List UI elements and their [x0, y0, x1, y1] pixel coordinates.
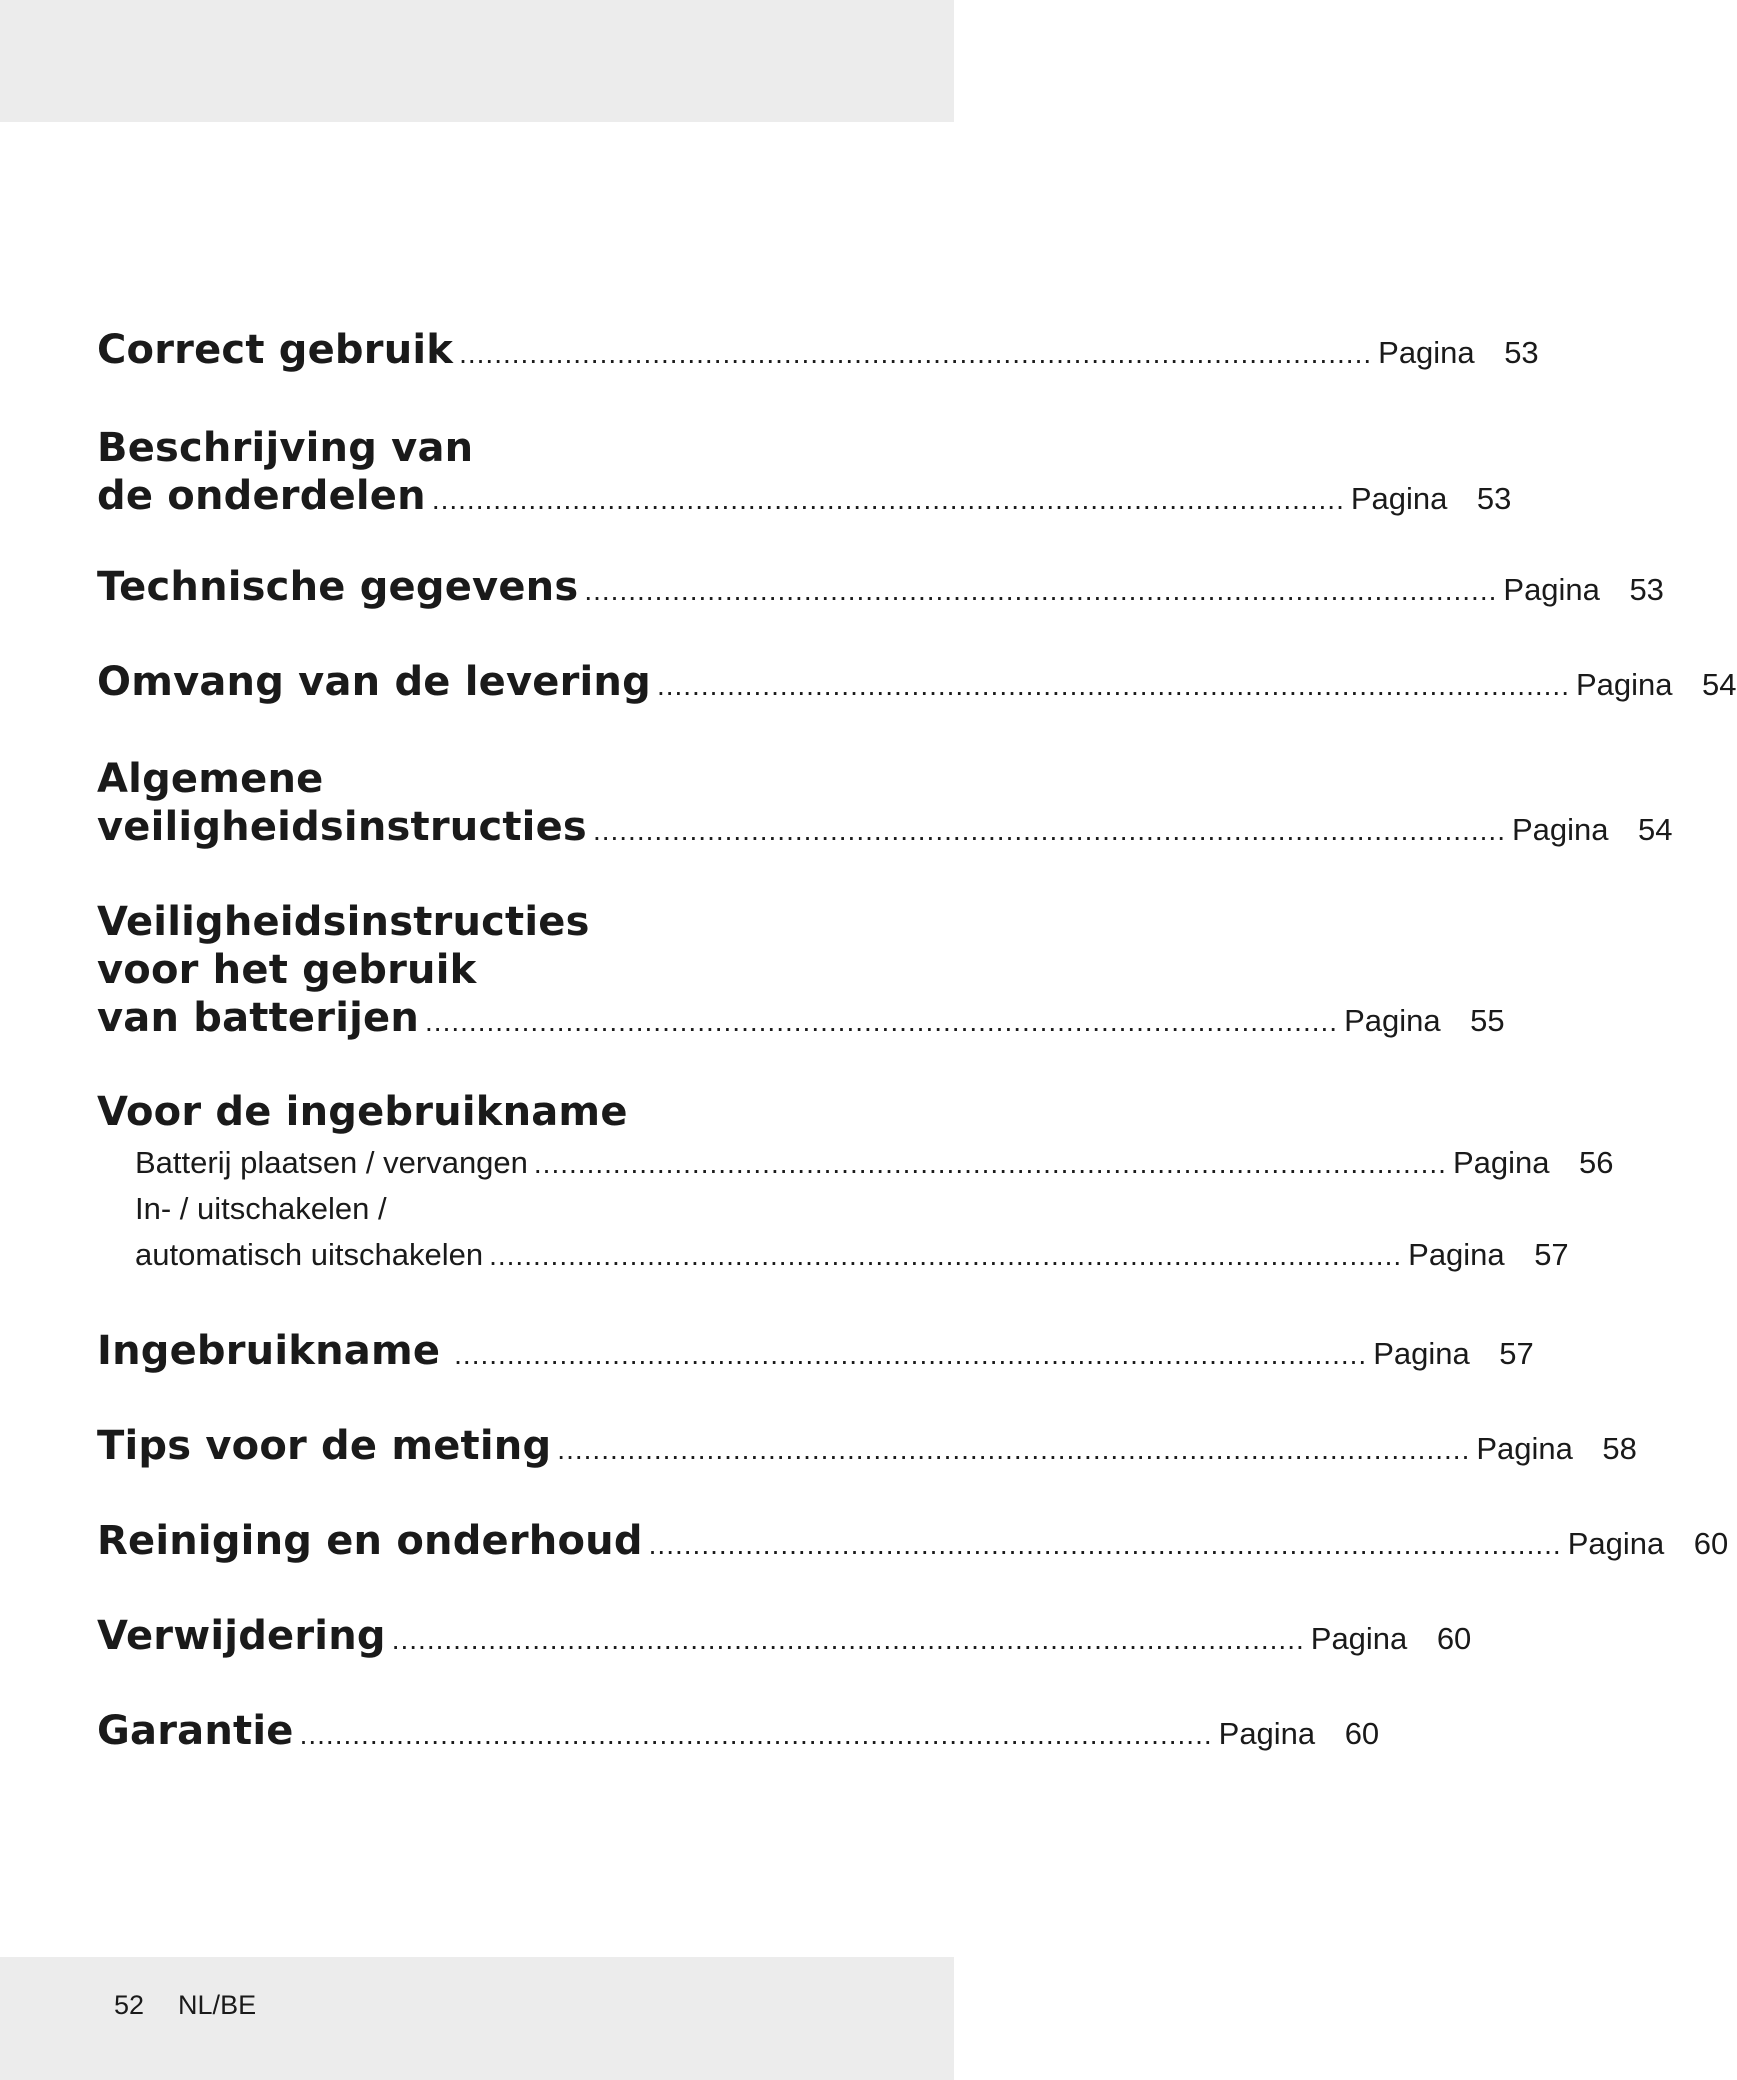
- toc-entry-technische-gegevens[interactable]: [97, 563, 1664, 611]
- toc-entry-title: Tips voor de meting: [97, 1423, 552, 1469]
- page-number: 56: [1579, 1145, 1614, 1180]
- toc-entry-beschrijving[interactable]: [97, 424, 1512, 520]
- page-number: 55: [1470, 1003, 1505, 1038]
- toc-entry-reiniging[interactable]: [97, 1517, 1729, 1565]
- toc-subentry-title-line: In- / uitschakelen /: [135, 1191, 387, 1226]
- footer-language: NL/BE: [178, 1990, 257, 2020]
- toc-entry-title: Correct gebruik: [97, 327, 454, 373]
- toc-entry-title: Garantie: [97, 1708, 294, 1754]
- toc-entry-batterijen[interactable]: [97, 898, 1505, 1042]
- toc-entry-title-line: van batterijen: [97, 995, 420, 1041]
- toc-entry-ingebruikname[interactable]: [97, 1327, 1534, 1375]
- page-number: 58: [1602, 1431, 1637, 1466]
- page-footer: [114, 1990, 256, 2021]
- page-word: Pagina: [1511, 812, 1609, 847]
- toc-entry-voor-ingebruikname: [97, 1088, 1614, 1278]
- toc-subentry-title: Batterij plaatsen / vervangen: [135, 1145, 528, 1180]
- toc-entry-title-line: voor het gebruik: [97, 947, 477, 993]
- toc-entry-title: Voor de ingebruikname: [97, 1089, 628, 1135]
- dot-leader: ........................................................................................................: [454, 1339, 1368, 1370]
- page-word: Pagina: [1452, 1145, 1550, 1180]
- toc-entry-verwijdering[interactable]: [97, 1612, 1472, 1660]
- toc-entry-correct-gebruik[interactable]: [97, 326, 1539, 374]
- dot-leader: ........................................................................................................: [459, 338, 1373, 369]
- dot-leader: ........................................................................................................: [431, 484, 1345, 515]
- toc-entry-title-line: Algemene: [97, 756, 324, 802]
- toc-entry-title-line: Veiligheidsinstructies: [97, 899, 590, 945]
- page-number: 60: [1344, 1716, 1380, 1751]
- toc-subentry-batterij[interactable]: [97, 1140, 1614, 1186]
- toc-entry-title: Ingebruikname: [97, 1328, 441, 1374]
- page-number: 54: [1702, 667, 1737, 702]
- toc-entry-omvang-levering[interactable]: [97, 658, 1737, 706]
- dot-leader: ........................................................................................................: [489, 1240, 1403, 1271]
- page-word: Pagina: [1567, 1526, 1665, 1561]
- page-word: Pagina: [1476, 1431, 1573, 1466]
- page-word: Pagina: [1344, 1003, 1441, 1038]
- page-word: Pagina: [1218, 1716, 1316, 1751]
- footer-page-number: 52: [114, 1990, 145, 2020]
- dot-leader: ........................................................................................................: [533, 1148, 1447, 1179]
- page-number: 54: [1638, 812, 1673, 847]
- dot-leader: ........................................................................................................: [557, 1434, 1471, 1465]
- page-word: Pagina: [1373, 1336, 1470, 1371]
- page-word: Pagina: [1575, 667, 1673, 702]
- page-number: 53: [1476, 481, 1512, 516]
- page-word: Pagina: [1350, 481, 1448, 516]
- dot-leader: ........................................................................................................: [648, 1529, 1562, 1560]
- toc-entry-title: Reiniging en onderhoud: [97, 1518, 643, 1564]
- toc-entry-title-line: de onderdelen: [97, 473, 426, 519]
- page-number: 57: [1499, 1336, 1534, 1371]
- page-number: 53: [1504, 335, 1539, 370]
- toc-subentry-title-line: automatisch uitschakelen: [135, 1237, 484, 1272]
- page-word: Pagina: [1503, 572, 1600, 607]
- dot-leader: ........................................................................................................: [299, 1719, 1213, 1750]
- page-word: Pagina: [1378, 335, 1475, 370]
- toc-entry-garantie[interactable]: [97, 1707, 1380, 1755]
- dot-leader: ........................................................................................................: [425, 1006, 1339, 1037]
- dot-leader: ........................................................................................................: [592, 815, 1506, 846]
- page-word: Pagina: [1408, 1237, 1505, 1272]
- dot-leader: ........................................................................................................: [584, 575, 1498, 606]
- page-number: 60: [1436, 1621, 1472, 1656]
- toc-subentry-uitschakelen[interactable]: [97, 1232, 1569, 1278]
- toc-entry-title: Omvang van de levering: [97, 659, 651, 705]
- page-word: Pagina: [1310, 1621, 1408, 1656]
- page-number: 53: [1629, 572, 1664, 607]
- toc-entry-title: Technische gegevens: [97, 564, 579, 610]
- header-band: [0, 0, 954, 122]
- toc-entry-title-line: veiligheidsinstructies: [97, 804, 587, 850]
- toc-entry-title-line: Beschrijving van: [97, 425, 474, 471]
- toc-entry-title: Verwijdering: [97, 1613, 386, 1659]
- toc-entry-tips-meting[interactable]: [97, 1422, 1637, 1470]
- dot-leader: ........................................................................................................: [391, 1624, 1305, 1655]
- page-number: 60: [1693, 1526, 1729, 1561]
- page-number: 57: [1534, 1237, 1569, 1272]
- dot-leader: ........................................................................................................: [656, 670, 1570, 701]
- toc-entry-algemene-veiligheid[interactable]: [97, 755, 1673, 851]
